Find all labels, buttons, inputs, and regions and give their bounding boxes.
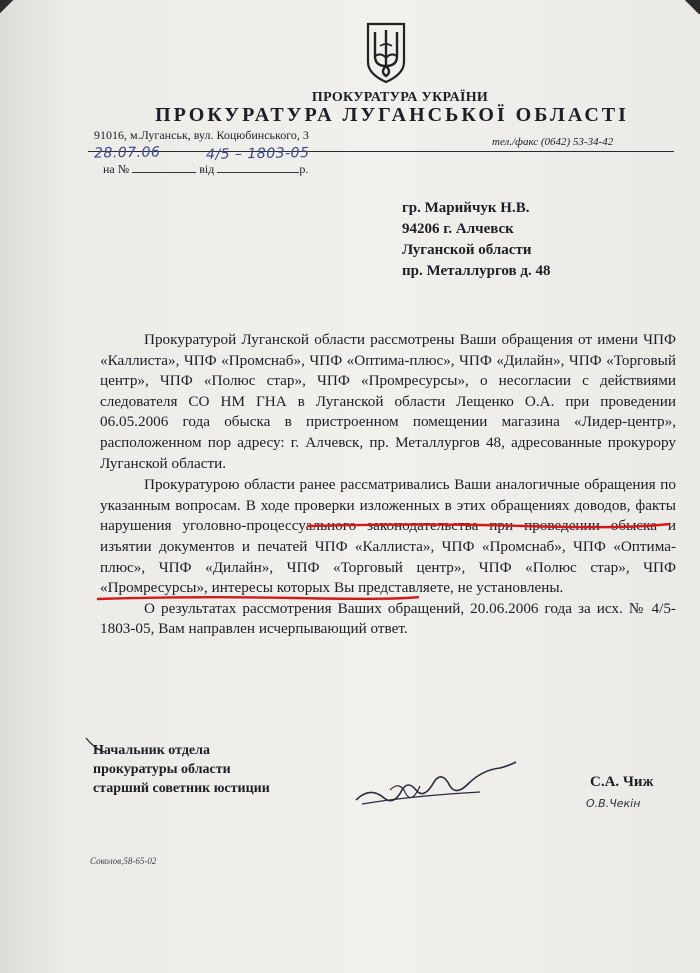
red-underline-mark: [95, 592, 421, 604]
body-paragraph: О результатах рассмотрения Ваших обращений, 20.06.2006 года за исх. № 4/5-1803-05, Вам направлен исчерпывающий ответ.: [100, 599, 676, 638]
ministry-title: ПРОКУРАТУРА УКРАЇНИ: [311, 90, 489, 105]
page-corner: [0, 0, 14, 14]
office-phone: тел./факс (0642) 53-34-42: [492, 136, 614, 148]
signer-position-line: старший советник юстиции: [93, 781, 270, 796]
reference-from-label: від: [199, 162, 215, 176]
header-divider: [88, 151, 674, 152]
trident-emblem-icon: [364, 22, 408, 84]
recipient-region: Луганской области: [402, 242, 532, 258]
body-paragraph: Прокуратурою области ранее рассматривались Ваши аналогичные обращения по указанным вопросам. В ходе проверки изложенных в этих обращениях доводов, факты нарушения уголовно-процессуального законодательства при проведении обыска и изъятии документов и печатей ЧПФ «Каллиста», ЧПФ «Промснаб», ЧПФ «Оптима-плюс», ЧПФ «Дилайн», ЧПФ «Торговый центр», ЧПФ «Полюс стар», ЧПФ «Промресурсы», интересы которых Вы представляете, не установлены.: [100, 476, 676, 597]
signer-position-line: прокуратуры области: [93, 762, 231, 777]
handwritten-date: 28.07.06: [93, 144, 161, 162]
year-suffix: р.: [299, 162, 309, 176]
signer-position: [93, 741, 270, 798]
signer-position-line: Начальник отдела: [93, 743, 210, 758]
reference-no-label: на №: [103, 162, 130, 176]
recipient-name: гр. Марийчук Н.В.: [402, 200, 530, 216]
red-underline-mark: [305, 520, 672, 532]
page-corner: [682, 0, 700, 14]
handwritten-number: 4/5 – 1803-05: [205, 145, 310, 163]
body-paragraph: Прокуратурой Луганской области рассмотрены Ваши обращения от имени ЧПФ «Каллиста», ЧПФ «Промснаб», ЧПФ «Оптима-плюс», ЧПФ «Дилайн», ЧПФ «Торговый центр», ЧПФ «Полюс стар», ЧПФ «Промресурсы», о несогласии с действиями следователя СО НМ ГНА в Луганской области Лещенко О.А. при проведении 06.05.2006 года обыска в пристроенном помещении магазина «Лидер-центр», расположенном пор адресу: г. Алчевск, пр. Металлургов 48, адресованные прокурору Луганской области.: [100, 331, 676, 472]
signer-name: С.А. Чиж: [590, 774, 654, 790]
recipient-block: [402, 198, 550, 282]
recipient-city: 94206 г. Алчевск: [402, 221, 514, 237]
blank-line: [132, 162, 196, 173]
office-address: 91016, м.Луганськ, вул. Коцюбинського, 3: [94, 128, 309, 142]
executor-note: Соколов,58-65-02: [90, 856, 157, 866]
blank-line: [217, 162, 299, 173]
office-title: ПРОКУРАТУРА ЛУГАНСЬКОЇ ОБЛАСТІ: [155, 104, 629, 126]
recipient-street: пр. Металлургов д. 48: [402, 263, 551, 279]
handwritten-signer-name: О.В.Чекін: [586, 797, 641, 810]
reference-field: [103, 162, 308, 177]
handwritten-signature-icon: [350, 760, 520, 812]
